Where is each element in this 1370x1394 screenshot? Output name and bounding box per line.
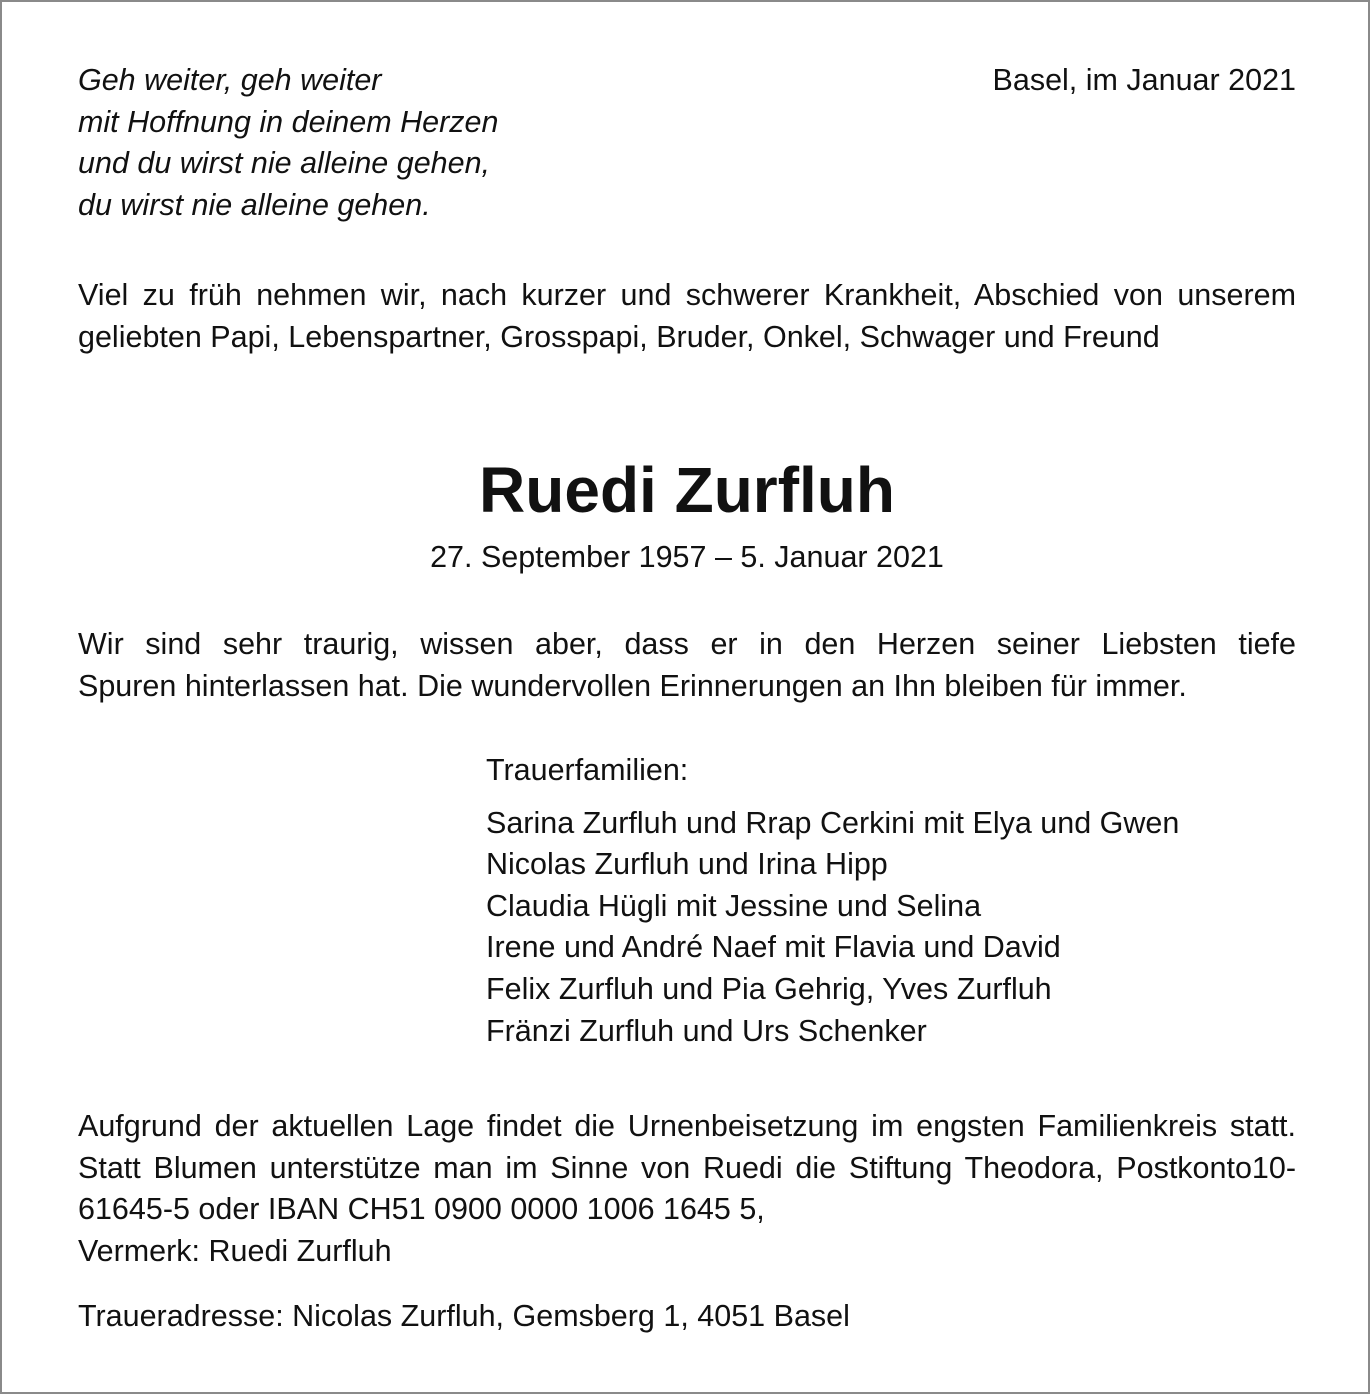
family-member: Nicolas Zurfluh und Irina Hipp <box>486 847 888 882</box>
poem <box>78 60 498 226</box>
families-list <box>486 803 1296 1053</box>
families-title: Trauerfamilien: <box>486 753 689 787</box>
poem-line: und du wirst nie alleine gehen, <box>78 146 491 181</box>
life-dates: 27. September 1957 – 5. Januar 2021 <box>430 540 944 574</box>
family-member: Felix Zurfluh und Pia Gehrig, Yves Zurfluh <box>486 971 1052 1006</box>
place-date: Basel, im Januar 2021 <box>992 63 1296 97</box>
notice-remark: Vermerk: Ruedi Zurfluh <box>78 1233 392 1268</box>
mourning-families <box>486 750 1296 1052</box>
poem-line: mit Hoffnung in deinem Herzen <box>78 104 499 139</box>
family-member: Claudia Hügli mit Jessine und Selina <box>486 888 982 923</box>
header-row <box>78 60 1296 230</box>
sorrow-line: Wir sind sehr traurig, wissen aber, dass er in den Herzen seiner Liebsten tiefe <box>78 627 1296 661</box>
intro-text: Viel zu früh nehmen wir, nach kurzer und schwerer Krankheit, Abschied von unserem geliebten Papi, Lebenspartner, Grosspapi, Bruder, Onkel, Schwager und Freund <box>78 278 1296 354</box>
family-member: Fränzi Zurfluh und Urs Schenker <box>486 1013 927 1048</box>
family-member: Sarina Zurfluh und Rrap Cerkini mit Elya und Gwen <box>486 805 1180 840</box>
poem-line: du wirst nie alleine gehen. <box>78 187 431 222</box>
deceased-name: Ruedi Zurfluh <box>479 454 895 526</box>
family-member: Irene und André Naef mit Flavia und David <box>486 930 1061 965</box>
notice-text: Aufgrund der aktuellen Lage findet die Urnenbeisetzung im engsten Familienkreis statt. Statt Blumen unterstütze man im Sinne von Ruedi die Stiftung Theodora, Postkonto10-61645-5 oder IBAN CH51 0900 0000 1006 1645 5, <box>78 1109 1296 1227</box>
sorrow-line: Spuren hinterlassen hat. Die wundervollen Erinnerungen an Ihn bleiben für immer. <box>78 668 1187 703</box>
poem-line: Geh weiter, geh weiter <box>78 63 382 97</box>
funeral-notice <box>78 1106 1296 1272</box>
obituary-content <box>78 60 1296 1333</box>
mourning-address: Traueradresse: Nicolas Zurfluh, Gemsberg 1, 4051 Basel <box>78 1299 850 1333</box>
sorrow-text <box>78 624 1296 707</box>
